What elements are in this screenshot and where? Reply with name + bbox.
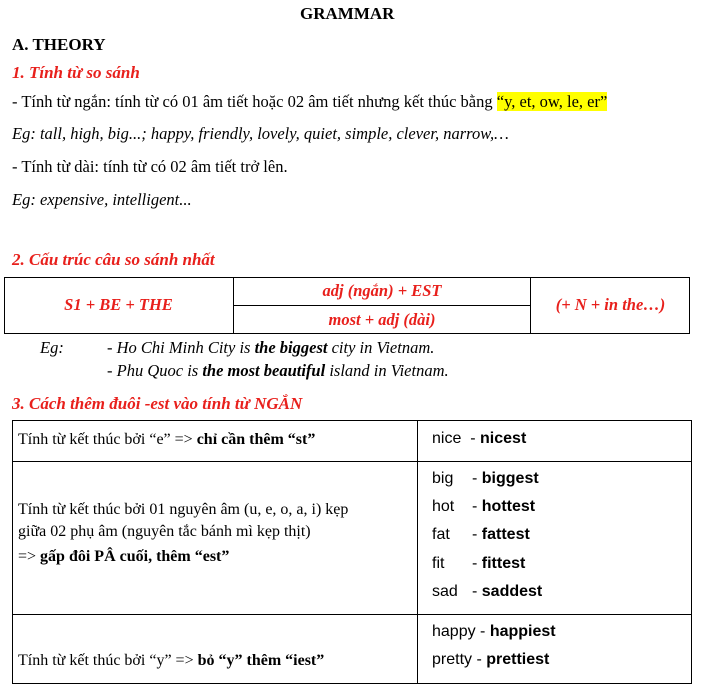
table-row-rule (18, 650, 324, 672)
rule-text: Tính từ kết thúc bởi 01 nguyên âm (u, e, o, a, i) kẹp (18, 501, 349, 518)
example-result: happiest (489, 623, 556, 640)
example-result: fittest (481, 555, 526, 572)
rule-arrow: => (18, 548, 41, 565)
structure-divider (233, 305, 531, 306)
example-pair: pretty - prettiest (432, 651, 550, 668)
part1-heading: 1. Tính từ so sánh (12, 63, 140, 82)
example-pair: hot - hottest (432, 498, 536, 515)
example-sentence-start: - Phu Quoc is (107, 361, 203, 380)
table-border (12, 420, 692, 421)
page-title: GRAMMAR (300, 4, 395, 23)
example-result: nicest (480, 430, 527, 447)
example-sentence (107, 361, 449, 381)
rule-emphasis: bỏ “y” thêm “iest” (197, 652, 325, 669)
example-base: sad (432, 583, 458, 600)
long-adjective-examples: Eg: expensive, intelligent... (12, 190, 192, 209)
example-result: biggest (481, 470, 539, 487)
rule-emphasis: gấp đôi PÂ cuối, thêm “est” (40, 548, 230, 565)
example-base: fit (432, 555, 445, 572)
example-result: prettiest (486, 651, 550, 668)
example-sentence-end: island in Vietnam. (325, 361, 449, 380)
example-base: happy (432, 623, 476, 640)
example-sentence-start: - Ho Chi Minh City is (107, 338, 255, 357)
example-pair: happy - happiest (432, 623, 556, 640)
example-sentence-emphasis: the biggest (254, 338, 328, 357)
table-row-rule (18, 429, 315, 451)
structure-short-adjective: adj (ngắn) + EST (322, 281, 442, 300)
example-pair: sad - saddest (432, 583, 543, 600)
table-border (12, 461, 692, 462)
part3-heading: 3. Cách thêm đuôi -est vào tính từ NGẮN (12, 394, 303, 413)
table-row-rule (18, 499, 348, 568)
example-sentence-emphasis: the most beautiful (202, 361, 326, 380)
short-adjective-examples: Eg: tall, high, big...; happy, friendly, lovely, quiet, simple, clever, narrow,… (12, 124, 509, 143)
example-base: hot (432, 498, 455, 515)
short-adjective-definition-text: - Tính từ ngắn: tính từ có 01 âm tiết hoặc 02 âm tiết nhưng kết thúc bằng (12, 92, 497, 111)
table-border (12, 614, 692, 615)
example-base: fat (432, 526, 450, 543)
example-sentence (107, 338, 434, 358)
example-sentence-end: city in Vietnam. (327, 338, 435, 357)
long-adjective-definition: - Tính từ dài: tính từ có 02 âm tiết trở lên. (12, 157, 288, 176)
structure-long-adjective: most + adj (dài) (328, 310, 436, 329)
example-pair: fit - fittest (432, 555, 526, 572)
table-border (417, 420, 418, 684)
section-heading: A. THEORY (12, 35, 106, 54)
rule-text: Tính từ kết thúc bởi “y” => (18, 652, 198, 669)
rule-text: giữa 02 phụ âm (nguyên tắc bánh mì kẹp thịt) (18, 523, 311, 540)
rule-text: Tính từ kết thúc bởi “e” => (18, 431, 197, 448)
table-border (691, 420, 692, 684)
short-adjective-endings-highlight: “y, et, ow, le, er” (496, 92, 608, 111)
example-pair: fat - fattest (432, 526, 530, 543)
table-border (12, 683, 692, 684)
example-base: pretty (432, 651, 473, 668)
short-adjective-definition (12, 92, 607, 112)
example-base: big (432, 470, 454, 487)
example-base: nice (432, 430, 462, 447)
structure-subject: S1 + BE + THE (64, 295, 173, 314)
example-result: hottest (481, 498, 536, 515)
part2-heading: 2. Cấu trúc câu so sánh nhất (12, 250, 215, 269)
table-border (12, 420, 13, 684)
example-result: saddest (481, 583, 543, 600)
structure-noun-phrase: (+ N + in the…) (555, 295, 666, 314)
example-result: fattest (481, 526, 530, 543)
rule-emphasis: chỉ cần thêm “st” (196, 431, 316, 448)
example-pair: big - biggest (432, 470, 539, 487)
example-label: Eg: (40, 338, 64, 357)
example-pair: nice - nicest (432, 430, 527, 447)
